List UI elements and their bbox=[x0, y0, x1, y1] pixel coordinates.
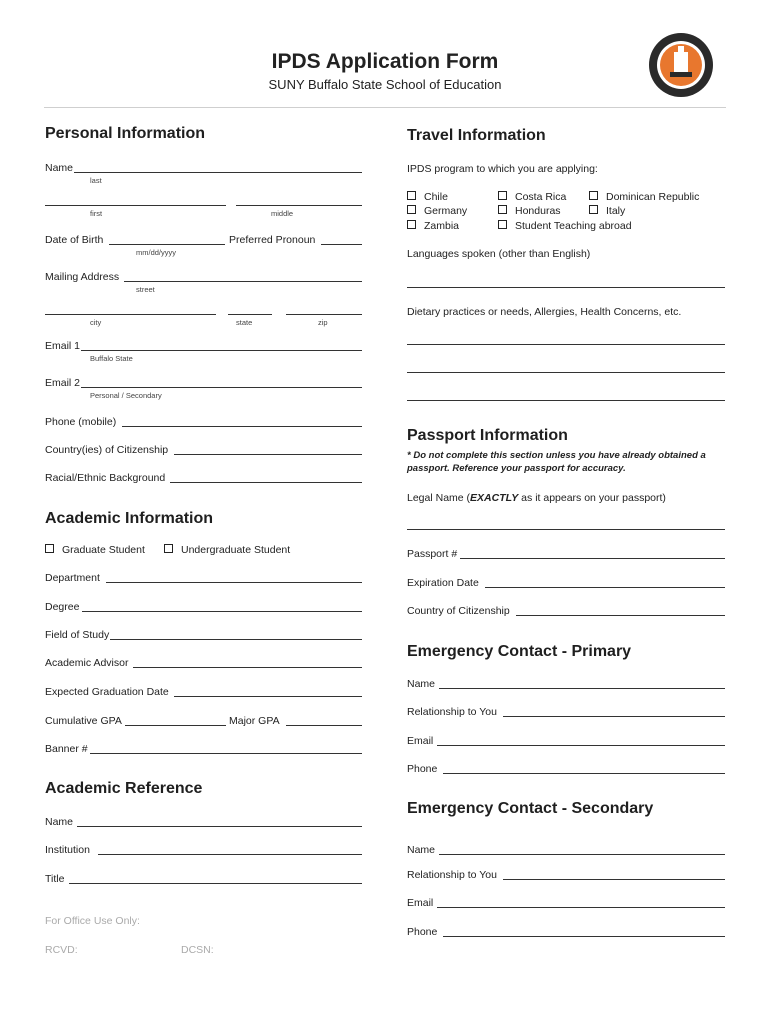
header-divider bbox=[44, 107, 726, 108]
rcvd-label: RCVD: bbox=[45, 944, 78, 956]
city-field[interactable] bbox=[45, 314, 216, 315]
passport-country-label: Country of Citizenship bbox=[407, 605, 510, 617]
email2-field[interactable] bbox=[81, 387, 362, 388]
checkbox-box bbox=[498, 191, 507, 200]
first-sublabel: first bbox=[90, 209, 103, 218]
checkbox-box bbox=[498, 220, 507, 229]
institution-label: Institution bbox=[45, 844, 90, 856]
dob-format-sublabel: mm/dd/yyyy bbox=[136, 248, 177, 257]
checkbox-box bbox=[164, 544, 173, 553]
major-gpa-label: Major GPA bbox=[229, 715, 280, 727]
ep-name-field[interactable] bbox=[439, 688, 725, 689]
institution-field[interactable] bbox=[98, 854, 362, 855]
reference-title-label: Title bbox=[45, 873, 65, 885]
state-sublabel: state bbox=[236, 318, 253, 327]
emergency-secondary-heading: Emergency Contact - Secondary bbox=[407, 800, 654, 817]
expiration-field[interactable] bbox=[485, 587, 725, 588]
emergency-primary-heading: Emergency Contact - Primary bbox=[407, 643, 632, 660]
dietary-field-line-2[interactable] bbox=[407, 372, 725, 373]
academic-reference-heading: Academic Reference bbox=[45, 780, 203, 797]
ep-relationship-field[interactable] bbox=[503, 716, 725, 717]
program-label-costa-rica: Costa Rica bbox=[515, 191, 567, 203]
name-label: Name bbox=[45, 162, 74, 174]
grad-date-label: Expected Graduation Date bbox=[45, 686, 169, 698]
legal-name-suffix: as it appears on your passport) bbox=[518, 492, 666, 504]
ep-email-field[interactable] bbox=[437, 745, 725, 746]
es-email-field[interactable] bbox=[437, 907, 725, 908]
last-name-field[interactable] bbox=[74, 172, 362, 173]
email1-label: Email 1 bbox=[45, 340, 81, 352]
email1-field[interactable] bbox=[81, 350, 362, 351]
undergraduate-checkbox[interactable] bbox=[164, 544, 290, 556]
passport-note: * Do not complete this section unless you have already obtained a passport. Reference your passport for accuracy. bbox=[407, 450, 706, 474]
passport-number-field[interactable] bbox=[460, 558, 725, 559]
degree-label: Degree bbox=[45, 601, 80, 613]
ep-name-label: Name bbox=[407, 678, 436, 690]
reference-name-label: Name bbox=[45, 816, 74, 828]
dietary-label: Dietary practices or needs, Allergies, Health Concerns, etc. bbox=[407, 306, 682, 318]
program-label-chile: Chile bbox=[424, 191, 448, 203]
email2-label: Email 2 bbox=[45, 377, 81, 389]
program-label-italy: Italy bbox=[606, 205, 626, 217]
office-use-label: For Office Use Only: bbox=[45, 915, 140, 927]
checkbox-box bbox=[589, 205, 598, 214]
checkbox-box bbox=[407, 205, 416, 214]
legal-name-prefix: Legal Name ( bbox=[407, 492, 471, 504]
street-field[interactable] bbox=[124, 281, 362, 282]
es-email-label: Email bbox=[407, 897, 434, 909]
program-label-dominican-republic: Dominican Republic bbox=[606, 191, 700, 203]
legal-name-field[interactable] bbox=[407, 529, 725, 530]
graduate-label: Graduate Student bbox=[62, 544, 145, 556]
es-relationship-label: Relationship to You bbox=[407, 869, 497, 881]
languages-field[interactable] bbox=[407, 287, 725, 288]
citizenship-label: Country(ies) of Citizenship bbox=[45, 444, 169, 456]
middle-sublabel: middle bbox=[271, 209, 294, 218]
citizenship-field[interactable] bbox=[174, 454, 362, 455]
checkbox-box bbox=[407, 191, 416, 200]
checkbox-box bbox=[498, 205, 507, 214]
ethnic-field[interactable] bbox=[170, 482, 362, 483]
program-zambia-checkbox[interactable] bbox=[407, 220, 459, 232]
personal-info-heading: Personal Information bbox=[45, 125, 206, 142]
legal-name-label bbox=[407, 492, 666, 504]
cum-gpa-field[interactable] bbox=[125, 725, 226, 726]
dob-field[interactable] bbox=[109, 244, 225, 245]
field-of-study-label: Field of Study bbox=[45, 629, 110, 641]
program-germany-checkbox[interactable] bbox=[407, 205, 467, 217]
buffalo-state-seal-logo bbox=[648, 32, 714, 98]
middle-name-field[interactable] bbox=[236, 205, 362, 206]
major-gpa-field[interactable] bbox=[286, 725, 362, 726]
dietary-field-line-3[interactable] bbox=[407, 400, 725, 401]
es-phone-label: Phone bbox=[407, 926, 438, 938]
ethnic-label: Racial/Ethnic Background bbox=[45, 472, 166, 484]
banner-field[interactable] bbox=[90, 753, 362, 754]
ep-email-label: Email bbox=[407, 735, 434, 747]
checkbox-box bbox=[407, 220, 416, 229]
grad-date-field[interactable] bbox=[174, 696, 362, 697]
academic-info-heading: Academic Information bbox=[45, 510, 214, 527]
es-name-field[interactable] bbox=[439, 854, 725, 855]
advisor-field[interactable] bbox=[133, 667, 362, 668]
expiration-label: Expiration Date bbox=[407, 577, 479, 589]
ep-phone-field[interactable] bbox=[443, 773, 725, 774]
graduate-checkbox[interactable] bbox=[45, 544, 145, 556]
passport-country-field[interactable] bbox=[516, 615, 725, 616]
zip-field[interactable] bbox=[286, 314, 362, 315]
form-subtitle: SUNY Buffalo State School of Education bbox=[268, 77, 502, 92]
program-label-honduras: Honduras bbox=[515, 205, 561, 217]
email2-sublabel: Personal / Secondary bbox=[90, 391, 162, 400]
passport-number-label: Passport # bbox=[407, 548, 458, 560]
email1-sublabel: Buffalo State bbox=[90, 354, 133, 363]
es-name-label: Name bbox=[407, 844, 436, 856]
ep-relationship-label: Relationship to You bbox=[407, 706, 497, 718]
passport-info-heading: Passport Information bbox=[407, 427, 568, 444]
form-title: IPDS Application Form bbox=[271, 50, 499, 73]
zip-sublabel: zip bbox=[318, 318, 328, 327]
program-chile-checkbox[interactable] bbox=[407, 191, 448, 203]
advisor-label: Academic Advisor bbox=[45, 657, 129, 669]
languages-label: Languages spoken (other than English) bbox=[407, 248, 591, 260]
cum-gpa-label: Cumulative GPA bbox=[45, 715, 122, 727]
program-honduras-checkbox[interactable] bbox=[498, 205, 561, 217]
last-sublabel: last bbox=[90, 176, 102, 185]
undergraduate-label: Undergraduate Student bbox=[181, 544, 291, 556]
dob-label: Date of Birth bbox=[45, 234, 104, 246]
state-field[interactable] bbox=[228, 314, 272, 315]
ep-phone-label: Phone bbox=[407, 763, 438, 775]
es-relationship-field[interactable] bbox=[503, 879, 725, 880]
es-phone-field[interactable] bbox=[443, 936, 725, 937]
dcsn-label: DCSN: bbox=[181, 944, 214, 956]
checkbox-box bbox=[45, 544, 54, 553]
department-field[interactable] bbox=[106, 582, 362, 583]
city-sublabel: city bbox=[90, 318, 102, 327]
program-costa-rica-checkbox[interactable] bbox=[498, 191, 566, 203]
program-student-teaching-checkbox[interactable] bbox=[498, 220, 632, 232]
legal-name-exactly: EXACTLY bbox=[470, 492, 519, 504]
reference-title-field[interactable] bbox=[69, 883, 362, 884]
banner-label: Banner # bbox=[45, 743, 88, 755]
phone-label: Phone (mobile) bbox=[45, 416, 117, 428]
program-label: IPDS program to which you are applying: bbox=[407, 163, 598, 175]
mailing-address-label: Mailing Address bbox=[45, 271, 120, 283]
program-label-germany: Germany bbox=[424, 205, 468, 217]
reference-name-field[interactable] bbox=[77, 826, 362, 827]
dietary-field-line-1[interactable] bbox=[407, 344, 725, 345]
first-name-field[interactable] bbox=[45, 205, 226, 206]
program-italy-checkbox[interactable] bbox=[589, 205, 625, 217]
program-label-zambia: Zambia bbox=[424, 220, 460, 232]
pronoun-label: Preferred Pronoun bbox=[229, 234, 316, 246]
pronoun-field[interactable] bbox=[321, 244, 362, 245]
degree-field[interactable] bbox=[82, 611, 362, 612]
travel-info-heading: Travel Information bbox=[407, 127, 546, 144]
field-of-study-field[interactable] bbox=[110, 639, 362, 640]
checkbox-box bbox=[589, 191, 598, 200]
department-label: Department bbox=[45, 572, 100, 584]
program-dominican-republic-checkbox[interactable] bbox=[589, 191, 699, 203]
program-label-student-teaching: Student Teaching abroad bbox=[515, 220, 632, 232]
phone-field[interactable] bbox=[122, 426, 362, 427]
street-sublabel: street bbox=[136, 285, 155, 294]
